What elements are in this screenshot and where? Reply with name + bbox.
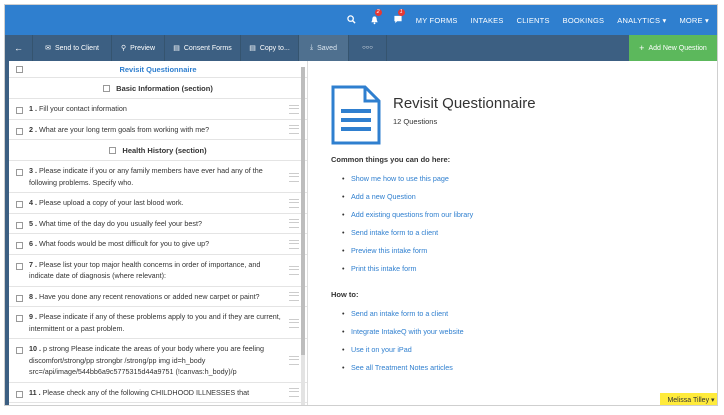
question-row[interactable] — [9, 193, 307, 214]
question-row[interactable] — [9, 339, 307, 383]
question-checkbox[interactable] — [16, 201, 23, 208]
drag-handle-icon[interactable] — [289, 240, 299, 249]
document-icon: ▤ — [173, 45, 180, 52]
question-row[interactable] — [9, 120, 307, 141]
scrollbar-thumb[interactable] — [301, 67, 305, 355]
top-navigation-bar — [5, 5, 717, 35]
question-row[interactable] — [9, 255, 307, 287]
question-number: 4 . — [29, 198, 37, 207]
question-number: 9 . — [29, 312, 37, 321]
question-text: Please upload a copy of your last blood work. — [39, 198, 184, 207]
question-number: 3 . — [29, 166, 37, 175]
arrow-left-icon: ← — [14, 43, 23, 53]
question-checkbox[interactable] — [16, 315, 23, 322]
question-checkbox[interactable] — [16, 169, 23, 176]
search-icon: ⚲ — [120, 45, 127, 52]
app-window — [4, 4, 718, 406]
question-list-scrollbar[interactable] — [301, 67, 305, 406]
question-text: Please indicate if any of these problems apply to you and if they are current, intermittent or a past problem. — [29, 312, 281, 333]
question-row[interactable] — [9, 99, 307, 120]
download-icon: ⤓ — [310, 44, 314, 51]
nav-my-forms[interactable]: MY FORMS — [415, 15, 458, 25]
chat-icon[interactable] — [393, 9, 403, 25]
drag-handle-icon[interactable] — [289, 199, 299, 208]
bell-icon[interactable] — [370, 9, 380, 25]
questionnaire-header: Revisit Questionnaire — [119, 64, 197, 74]
link-add-existing-questions[interactable]: • Add existing questions from our library — [351, 210, 473, 219]
select-all-checkbox[interactable] — [16, 66, 23, 73]
question-text: Have you done any recent renovations or added new carpet or paint? — [39, 291, 260, 301]
question-checkbox[interactable] — [16, 263, 23, 270]
section-checkbox[interactable] — [109, 147, 116, 154]
drag-handle-icon[interactable] — [289, 356, 299, 365]
add-new-question-button[interactable] — [629, 35, 717, 61]
question-row[interactable] — [9, 234, 307, 255]
copy-icon: ▤ — [249, 45, 256, 52]
copy-to-label: Copy to... — [259, 44, 290, 52]
consent-forms-button[interactable] — [165, 35, 241, 61]
section-checkbox[interactable] — [103, 85, 110, 92]
section-row[interactable] — [9, 140, 307, 161]
link-print-intake-form[interactable]: • Print this intake form — [351, 264, 417, 273]
nav-clients[interactable]: CLIENTS — [516, 15, 550, 25]
nav-analytics[interactable]: ANALYTICS ▾ — [617, 15, 667, 25]
question-count: 12 Questions — [393, 117, 438, 126]
drag-handle-icon[interactable] — [289, 388, 299, 397]
top-nav-menu — [334, 5, 709, 35]
ellipsis-icon: ○○○ — [362, 45, 373, 51]
question-number: 7 . — [29, 259, 37, 269]
nav-intakes[interactable]: INTAKES — [470, 15, 504, 25]
question-row[interactable] — [9, 383, 307, 404]
link-add-new-question[interactable]: • Add a new Question — [351, 192, 416, 201]
message-count-badge: 1 — [399, 9, 403, 15]
question-checkbox[interactable] — [16, 222, 23, 229]
send-to-client-button[interactable] — [33, 35, 112, 61]
question-checkbox[interactable] — [16, 391, 23, 398]
question-text: What foods would be most difficult for you to give up? — [39, 239, 210, 248]
back-button[interactable] — [5, 35, 33, 61]
how-to-heading: How to: — [331, 290, 359, 299]
section-title: Health History (section) — [122, 145, 207, 155]
question-text: What time of the day do you usually feel your best? — [39, 218, 203, 228]
question-checkbox[interactable] — [16, 295, 23, 302]
add-new-question-label: Add New Question — [648, 44, 707, 52]
link-treatment-notes-articles[interactable]: • See all Treatment Notes articles — [351, 363, 453, 372]
page-title: Revisit Questionnaire — [393, 95, 536, 112]
link-send-intake-to-client[interactable]: • Send an intake form to a client — [351, 309, 448, 318]
drag-handle-icon[interactable] — [289, 173, 299, 182]
send-to-client-label: Send to Client — [54, 44, 99, 52]
question-text: Please indicate if you or any family members have ever had any of the following problems. Specify who. — [29, 166, 263, 187]
link-show-how-to-use[interactable]: • Show me how to use this page — [351, 174, 449, 183]
question-text: Fill your contact information — [39, 104, 127, 113]
drag-handle-icon[interactable] — [289, 292, 299, 301]
plus-icon: + — [639, 43, 645, 53]
envelope-icon: ✉ — [45, 45, 51, 52]
question-text: What are your long term goals from working with me? — [39, 124, 210, 134]
question-row[interactable] — [9, 214, 307, 235]
question-number: 1 . — [29, 104, 37, 113]
form-toolbar — [5, 35, 717, 61]
drag-handle-icon[interactable] — [289, 125, 299, 134]
user-menu[interactable]: Melissa Tilley ▾ — [660, 393, 718, 406]
question-checkbox[interactable] — [16, 128, 23, 135]
drag-handle-icon[interactable] — [289, 319, 299, 328]
document-icon — [331, 85, 381, 145]
question-number: 10 . — [29, 344, 41, 353]
question-number: 6 . — [29, 239, 37, 248]
consent-forms-label: Consent Forms — [183, 44, 232, 52]
nav-more[interactable]: MORE ▾ — [679, 15, 709, 25]
question-text: Please check any of the following CHILDHOOD ILLNESSES that — [42, 387, 250, 397]
link-use-on-ipad[interactable]: • Use it on your iPad — [351, 345, 412, 354]
drag-handle-icon[interactable] — [289, 105, 299, 114]
link-send-intake-form[interactable]: • Send intake form to a client — [351, 228, 438, 237]
notification-count-badge: 2 — [376, 9, 380, 15]
drag-handle-icon[interactable] — [289, 219, 299, 228]
section-title: Basic Information (section) — [116, 83, 213, 93]
drag-handle-icon[interactable] — [289, 266, 299, 275]
question-checkbox[interactable] — [16, 107, 23, 114]
question-number: 8 . — [29, 291, 37, 301]
section-row[interactable] — [9, 78, 307, 99]
search-icon[interactable] — [347, 15, 357, 25]
preview-label: Preview — [130, 44, 156, 52]
more-options-button[interactable] — [349, 35, 387, 61]
nav-bookings[interactable]: BOOKINGS — [562, 15, 605, 25]
question-checkbox[interactable] — [16, 242, 23, 249]
question-text: p strong Please indicate the areas of your body where you are feeling discomfort/strong/pp strongbr /strong/pp img id=h_body src=/api/image/544bb6a9c5775315d44a9751 (!canvas:h_body)/p — [29, 344, 264, 376]
preview-button[interactable] — [112, 35, 165, 61]
question-number: 11 . — [29, 387, 41, 397]
saved-label: Saved — [317, 44, 337, 52]
question-number: 2 . — [29, 124, 37, 134]
common-tasks-heading: Common things you can do here: — [331, 155, 451, 164]
question-text: Please list your top major health concerns in order of importance, and indicate date of diagnosis (where relevant): — [29, 259, 261, 280]
question-checkbox[interactable] — [16, 347, 23, 354]
question-number: 5 . — [29, 218, 37, 228]
question-list-panel — [9, 61, 308, 406]
question-row[interactable] — [9, 161, 307, 193]
question-row[interactable] — [9, 287, 307, 308]
saved-button[interactable] — [299, 35, 349, 61]
question-row[interactable] — [9, 307, 307, 339]
link-preview-intake-form[interactable]: • Preview this intake form — [351, 246, 427, 255]
link-integrate-website[interactable]: • Integrate IntakeQ with your website — [351, 327, 464, 336]
questionnaire-header-row[interactable] — [9, 61, 307, 78]
copy-to-button[interactable] — [241, 35, 299, 61]
